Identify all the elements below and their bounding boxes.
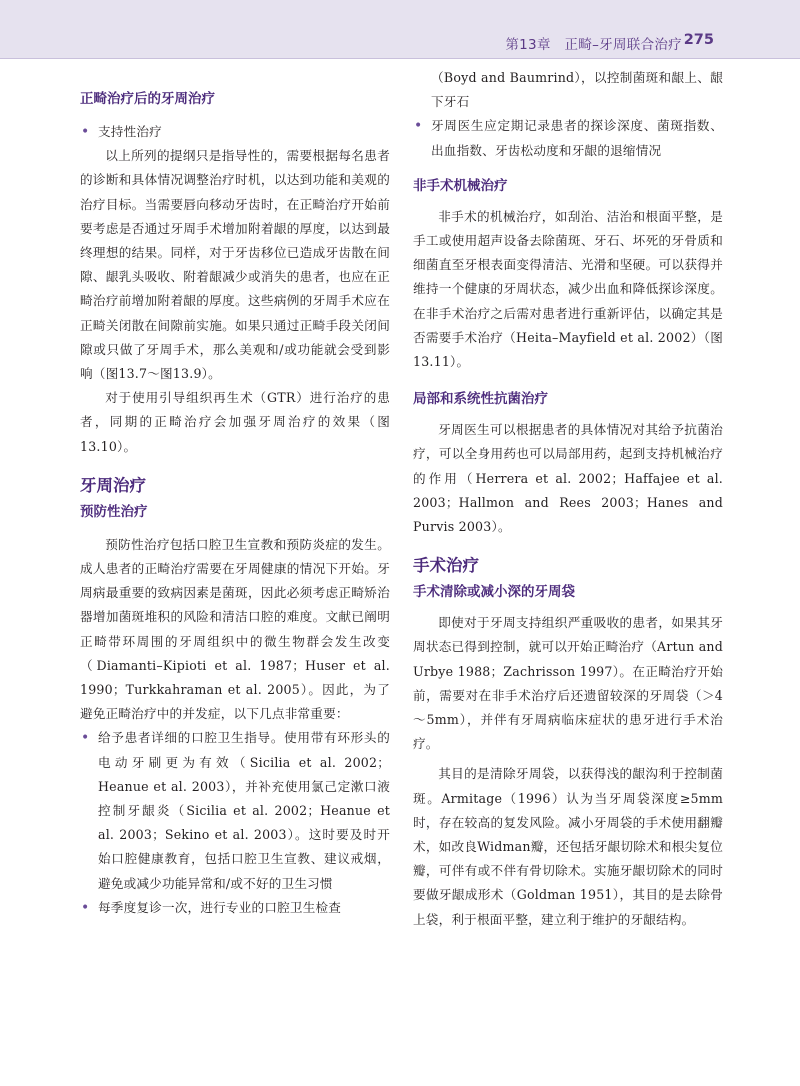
paragraph: 对于使用引导组织再生术（GTR）进行治疗的患者，同期的正畸治疗会加强牙周治疗的效果（图13.10）。 xyxy=(80,390,390,454)
subsection-title-pocket-reduction: 手术清除或减小深的牙周袋 xyxy=(413,584,575,601)
paragraph: 即使对于牙周支持组织严重吸收的患者，如果其牙周状态已得到控制，就可以开始正畸治疗（Artun and Urbye 1988；Zachrisson 1997）。在正畸治疗开始前，需要对在非手术治疗后还遗留较深的牙周袋（＞4～5mm），并伴有牙周病临床症状的患牙进行手术治疗。 xyxy=(413,615,723,752)
continued-text: （Boyd and Baumrind），以控制菌斑和龈上、龈下牙石 xyxy=(431,70,723,110)
page-number: 275 xyxy=(683,32,714,48)
bullet-icon: • xyxy=(81,899,90,916)
list-item xyxy=(413,114,723,162)
section-title-nonsurgical: 非手术机械治疗 xyxy=(413,177,508,194)
list-item-text: 支持性治疗 xyxy=(98,124,162,139)
section-title-periodontal-therapy: 牙周治疗 xyxy=(80,475,146,495)
section-title-surgical: 手术治疗 xyxy=(413,556,479,576)
paragraph: 非手术的机械治疗，如刮治、洁治和根面平整，是手工或使用超声设备去除菌斑、牙石、坏死的牙骨质和细菌直至牙根表面变得清洁、光滑和坚硬。可以获得并维持一个健康的牙周状态，减少出血和降低探诊深度。在非手术治疗之后需对患者进行重新评估，以确定其是否需要手术治疗（Heita–Mayfield et al. 2002）（图13.11）。 xyxy=(413,208,723,370)
list-item-text: 牙周医生应定期记录患者的探诊深度、菌斑指数、出血指数、牙齿松动度和牙龈的退缩情况 xyxy=(431,118,723,158)
page-header xyxy=(0,0,800,59)
bullet-list-support xyxy=(80,120,390,144)
paragraph: 以上所列的提纲只是指导性的，需要根据每名患者的诊断和具体情况调整治疗时机，以达到功能和美观的治疗目标。当需要唇向移动牙齿时，在正畸治疗开始前要考虑是否通过牙周手术增加附着龈的厚度，以达到最终理想的结果。同样，对于牙齿移位已造成牙齿散在间隙、龈乳头吸收、附着龈减少或消失的患者，也应在正畸治疗前增加附着龈的厚度。这些病例的牙周手术应在正畸关闭散在间隙前实施。如果只通过正畸手段关闭间隙或只做了牙周手术，那么美观和/或功能就会受到影响（图13.7～图13.9）。 xyxy=(80,148,390,382)
bullet-icon: • xyxy=(81,730,90,747)
paragraph: 牙周医生可以根据患者的具体情况对其给予抗菌治疗，可以全身用药也可以局部用药，起到支持机械治疗的作用（Herrera et al. 2002；Haffajee et al. 2003；Hallmon and Rees 2003；Hanes and Purvis 2003）。 xyxy=(413,422,723,535)
list-item-text: 每季度复诊一次，进行专业的口腔卫生检查 xyxy=(98,899,342,915)
bullet-icon: • xyxy=(414,118,423,135)
bullet-list-records xyxy=(413,114,723,162)
paragraph: 其目的是清除牙周袋，以获得浅的龈沟利于控制菌斑。Armitage（1996）认为当牙周袋深度≥5mm时，存在较高的复发风险。减小牙周袋的手术使用翻瓣术，如改良Widman瓣，还包括牙龈切除术和根尖复位瓣，可伴有或不伴有骨切除术。实施牙龈切除术的同时要做牙龈成形术（Goldman 1951），其目的是去除骨上袋，利于根面平整，建立利于维护的牙龈结构。 xyxy=(413,766,723,927)
paragraph: 预防性治疗包括口腔卫生宣教和预防炎症的发生。成人患者的正畸治疗需要在牙周健康的情况下开始。牙周病最重要的致病因素是菌斑，因此必须考虑正畸矫治器增加菌斑堆积的风险和清洁口腔的难度。文献已阐明正畸带环周围的牙周组织中的微生物群会发生改变（Diamanti–Kipioti et al. 1987；Huser et al. 1990；Turkkahraman et al. 2005）。因此，为了避免正畸治疗中的并发症，以下几点非常重要： xyxy=(80,536,390,722)
section-title-antimicrobial: 局部和系统性抗菌治疗 xyxy=(413,391,548,408)
list-item-text: 给予患者详细的口腔卫生指导。使用带有环形头的电动牙刷更为有效（Sicilia et al. 2002；Heanue et al. 2003），并补充使用氯己定漱口液控制牙龈炎（Sicilia et al. 2002；Heanue et al. 2003；Sekino et al. 2003）。这时要及时开始口腔健康教育，包括口腔卫生宣教、建议戒烟，避免或减少功能异常和/或不好的卫生习惯 xyxy=(98,730,390,891)
list-item xyxy=(80,726,390,895)
list-item xyxy=(80,120,390,144)
subsection-title-preventive: 预防性治疗 xyxy=(80,503,148,520)
chapter-title: 第13章 正畸–牙周联合治疗 xyxy=(505,37,682,53)
bullet-icon: • xyxy=(81,124,90,140)
right-column xyxy=(413,66,723,932)
bullet-list-important-points xyxy=(80,726,390,920)
list-item xyxy=(80,896,390,920)
section-title-post-ortho-perio: 正畸治疗后的牙周治疗 xyxy=(80,91,215,107)
left-column xyxy=(80,66,390,920)
